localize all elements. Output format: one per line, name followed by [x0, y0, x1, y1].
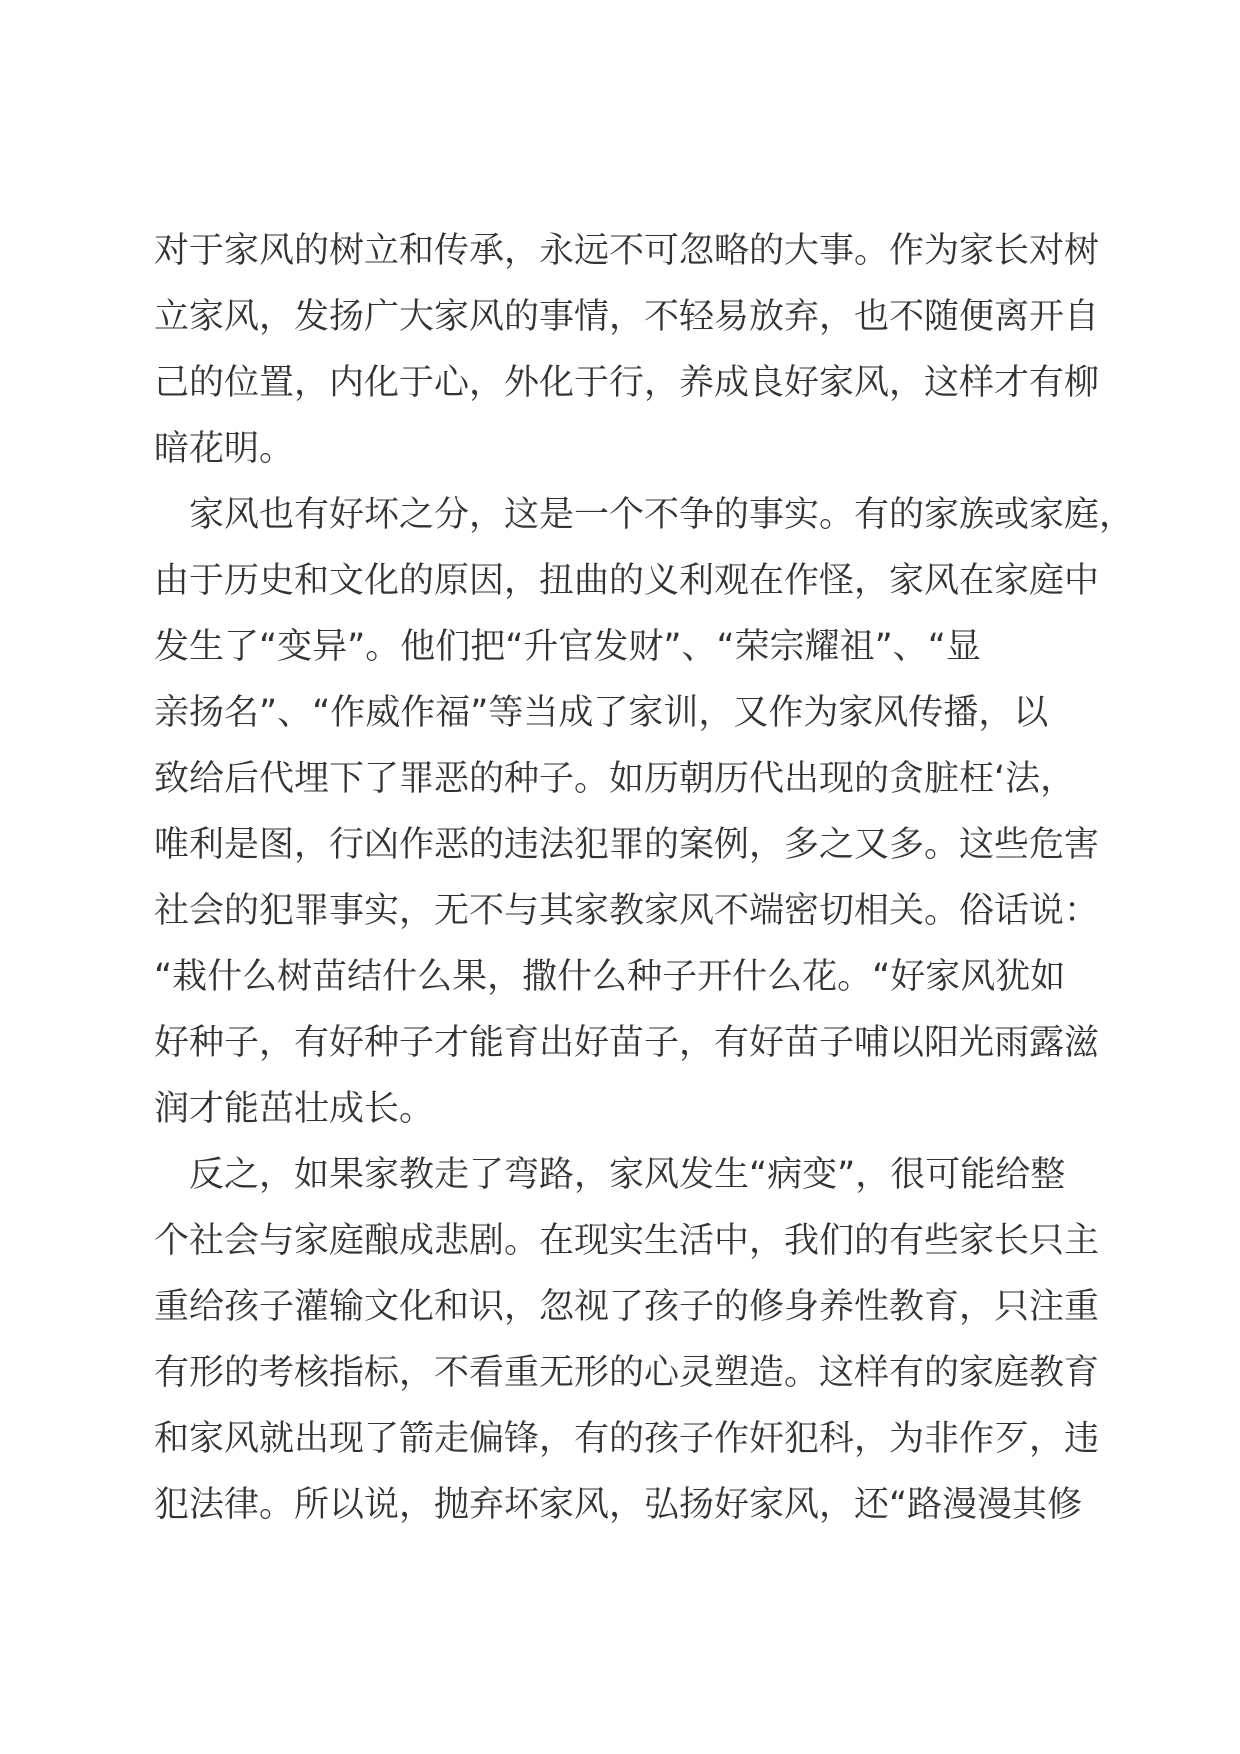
text-line: 好种子，有好种子才能育出好苗子，有好苗子哺以阳光雨露滋 — [154, 1023, 1100, 1063]
text-line: 己的位置，内化于心，外化于行，养成良好家风，这样才有柳 — [154, 363, 1100, 403]
text-line: 立家风，发扬广大家风的事情，不轻易放弃，也不随便离开自 — [154, 297, 1100, 337]
text-line: 反之，如果家教走了弯路，家风发生“病变”，很可能给整 — [154, 1155, 1066, 1195]
text-line: 重给孩子灌输文化和识，忽视了孩子的修身养性教育，只注重 — [154, 1287, 1100, 1327]
text-line: 润才能茁壮成长。 — [154, 1089, 435, 1129]
text-line: 有形的考核指标，不看重无形的心灵塑造。这样有的家庭教育 — [154, 1353, 1100, 1393]
text-line: 暗花明。 — [154, 429, 295, 469]
text-line: “栽什么树苗结什么果，撒什么种子开什么花。“好家风犹如 — [154, 957, 1066, 997]
body-text — [154, 218, 1135, 1538]
text-line: 对于家风的树立和传承，永远不可忽略的大事。作为家长对树 — [154, 231, 1100, 271]
text-line: 家风也有好坏之分，这是一个不争的事实。有的家族或家庭， — [154, 495, 1135, 535]
text-line: 和家风就出现了箭走偏锋，有的孩子作奸犯科，为非作歹，违 — [154, 1419, 1100, 1459]
text-line: 发生了“变异”。他们把“升官发财”、“荣宗耀祖”、“显 — [154, 627, 981, 667]
text-line: 亲扬名”、“作威作福”等当成了家训，又作为家风传播，以 — [154, 693, 1049, 733]
text-line: 个社会与家庭酿成悲剧。在现实生活中，我们的有些家长只主 — [154, 1221, 1100, 1261]
text-line: 唯利是图，行凶作恶的违法犯罪的案例，多之又多。这些危害 — [154, 825, 1100, 865]
text-line: 犯法律。所以说，抛弃坏家风，弘扬好家风，还“路漫漫其修 — [154, 1485, 1083, 1525]
text-line: 致给后代埋下了罪恶的种子。如历朝历代出现的贪脏枉‘法， — [154, 759, 1076, 799]
text-line: 社会的犯罪事实，无不与其家教家风不端密切相关。俗话说： — [154, 891, 1100, 931]
text-line: 由于历史和文化的原因，扭曲的义利观在作怪，家风在家庭中 — [154, 561, 1100, 601]
